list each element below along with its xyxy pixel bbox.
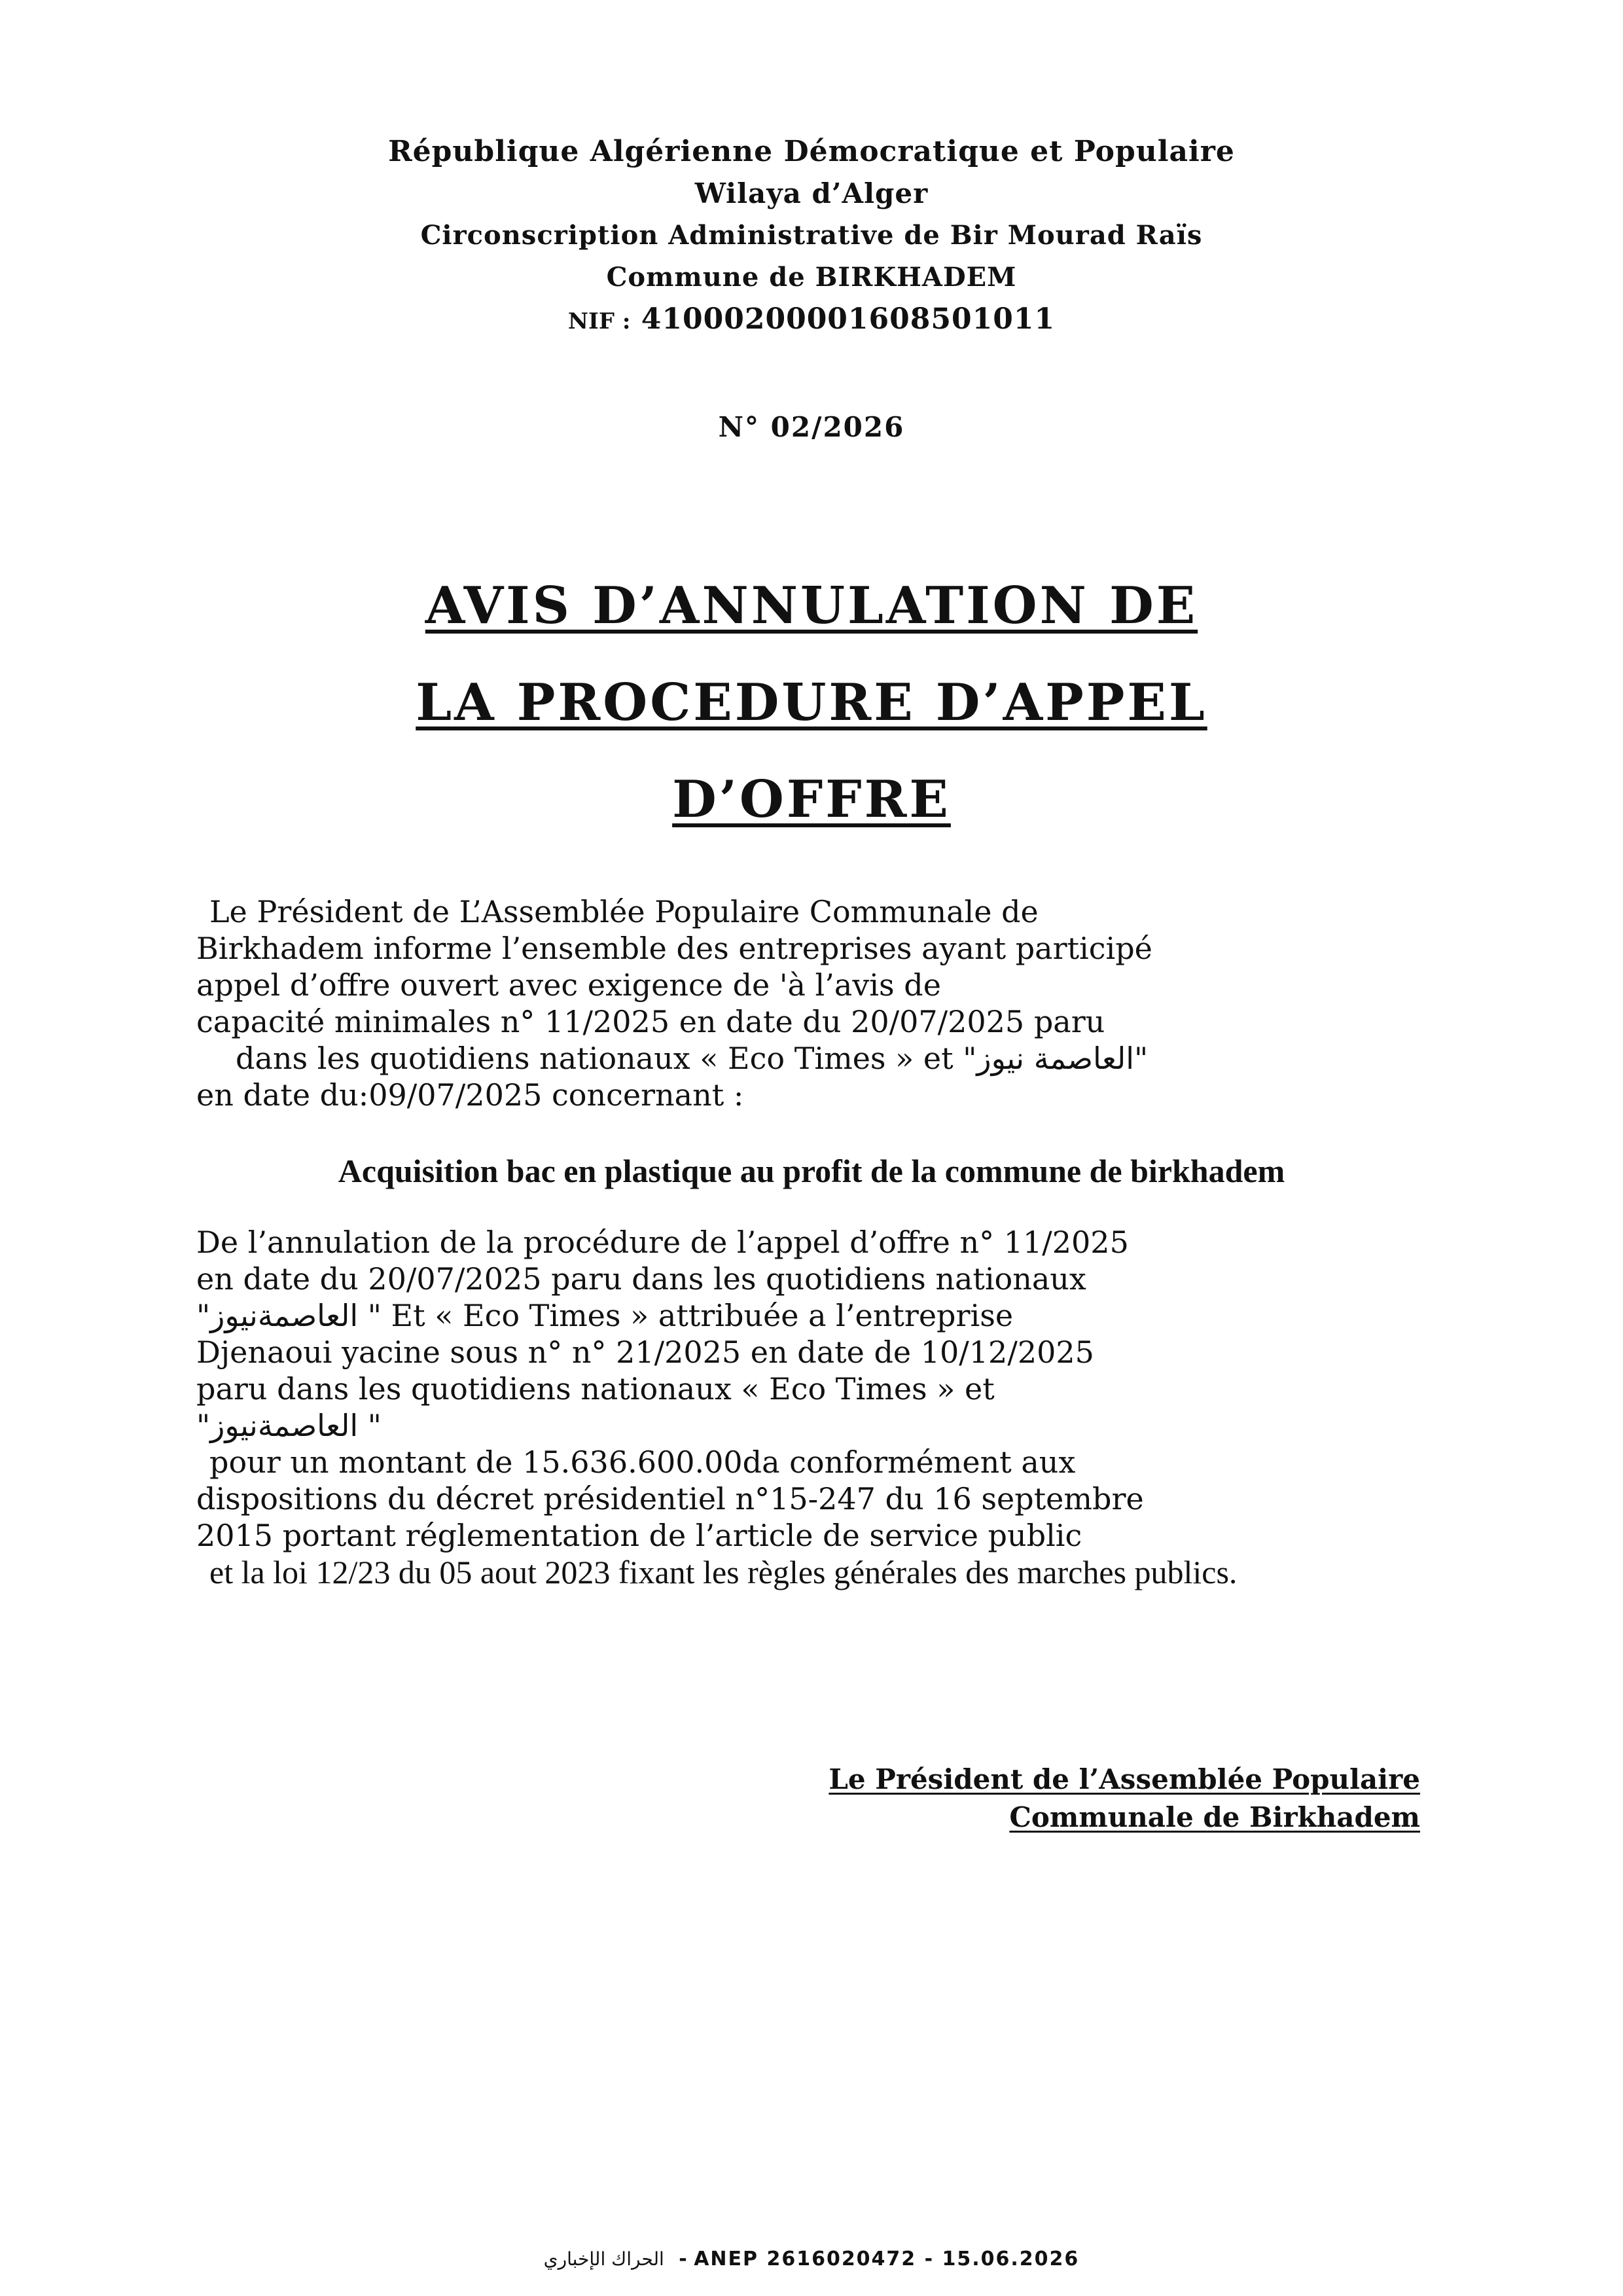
signature-line-2: Communale de Birkhadem bbox=[1009, 1801, 1420, 1833]
intro-line-6: en date du:09/07/2025 concernant : bbox=[196, 1077, 744, 1113]
body-line-3: "العاصمةنيوز " Et « Eco Times » attribuée a l’entreprise bbox=[196, 1298, 1014, 1333]
intro-paragraph bbox=[196, 893, 1440, 1113]
republic-line: République Algérienne Démocratique et Populaire bbox=[388, 135, 1235, 168]
body-line-5: paru dans les quotidiens nationaux « Eco Times » et bbox=[196, 1371, 995, 1407]
wilaya-line: Wilaya d’Alger bbox=[694, 177, 929, 209]
intro-line-3: appel d’offre ouvert avec exigence de 'à l’avis de bbox=[196, 967, 941, 1003]
body-line-4: Djenaoui yacine sous n° n° 21/2025 en date de 10/12/2025 bbox=[196, 1335, 1094, 1370]
title-line-1: AVIS D’ANNULATION DE bbox=[425, 576, 1198, 636]
signature-block bbox=[829, 1761, 1420, 1837]
body-paragraph bbox=[196, 1224, 1440, 1590]
publication-footer bbox=[0, 2248, 1623, 2270]
letterhead bbox=[0, 131, 1623, 342]
body-line-7: pour un montant de 15.636.600.00da conformément aux bbox=[209, 1444, 1076, 1480]
nif-line bbox=[0, 298, 1623, 342]
body-line-9: 2015 portant réglementation de l’article de service public bbox=[196, 1518, 1082, 1553]
intro-line-4: capacité minimales n° 11/2025 en date du 20/07/2025 paru bbox=[196, 1004, 1105, 1039]
nif-value: 41000200001608501011 bbox=[641, 302, 1056, 336]
intro-line-1: Le Président de L’Assemblée Populaire Communale de bbox=[209, 894, 1039, 929]
intro-line-5: dans les quotidiens nationaux « Eco Times » et "العاصمة نيوز" bbox=[236, 1041, 1149, 1076]
body-line-8: dispositions du décret présidentiel n°15-247 du 16 septembre bbox=[196, 1481, 1144, 1516]
nif-label: NIF : bbox=[567, 308, 631, 334]
body-line-6: "العاصمةنيوز " bbox=[196, 1408, 382, 1443]
title-line-3: D’OFFRE bbox=[672, 770, 951, 829]
footer-newspaper: الحراك الإخباري bbox=[543, 2248, 664, 2270]
body-line-1: De l’annulation de la procédure de l’appel d’offre n° 11/2025 bbox=[196, 1225, 1129, 1260]
notice-number: N° 02/2026 bbox=[718, 411, 905, 443]
intro-line-2: Birkhadem informe l’ensemble des entreprises ayant participé bbox=[196, 931, 1152, 966]
subject-line: Acquisition bac en plastique au profit de la commune de birkhadem bbox=[338, 1153, 1285, 1189]
signature-line-1: Le Président de l’Assemblée Populaire bbox=[829, 1763, 1420, 1795]
body-line-2: en date du 20/07/2025 paru dans les quotidiens nationaux bbox=[196, 1261, 1086, 1297]
notice-title bbox=[0, 576, 1623, 867]
commune-line: Commune de BIRKHADEM bbox=[606, 262, 1017, 293]
footer-anep-reference: - ANEP 2616020472 - 15.06.2026 bbox=[679, 2248, 1080, 2270]
title-line-2: LA PROCEDURE D’APPEL bbox=[416, 673, 1207, 732]
body-line-10: et la loi 12/23 du 05 aout 2023 fixant les règles générales des marches publics. bbox=[209, 1554, 1238, 1590]
circonscription-line: Circonscription Administrative de Bir Mourad Raïs bbox=[420, 220, 1203, 251]
